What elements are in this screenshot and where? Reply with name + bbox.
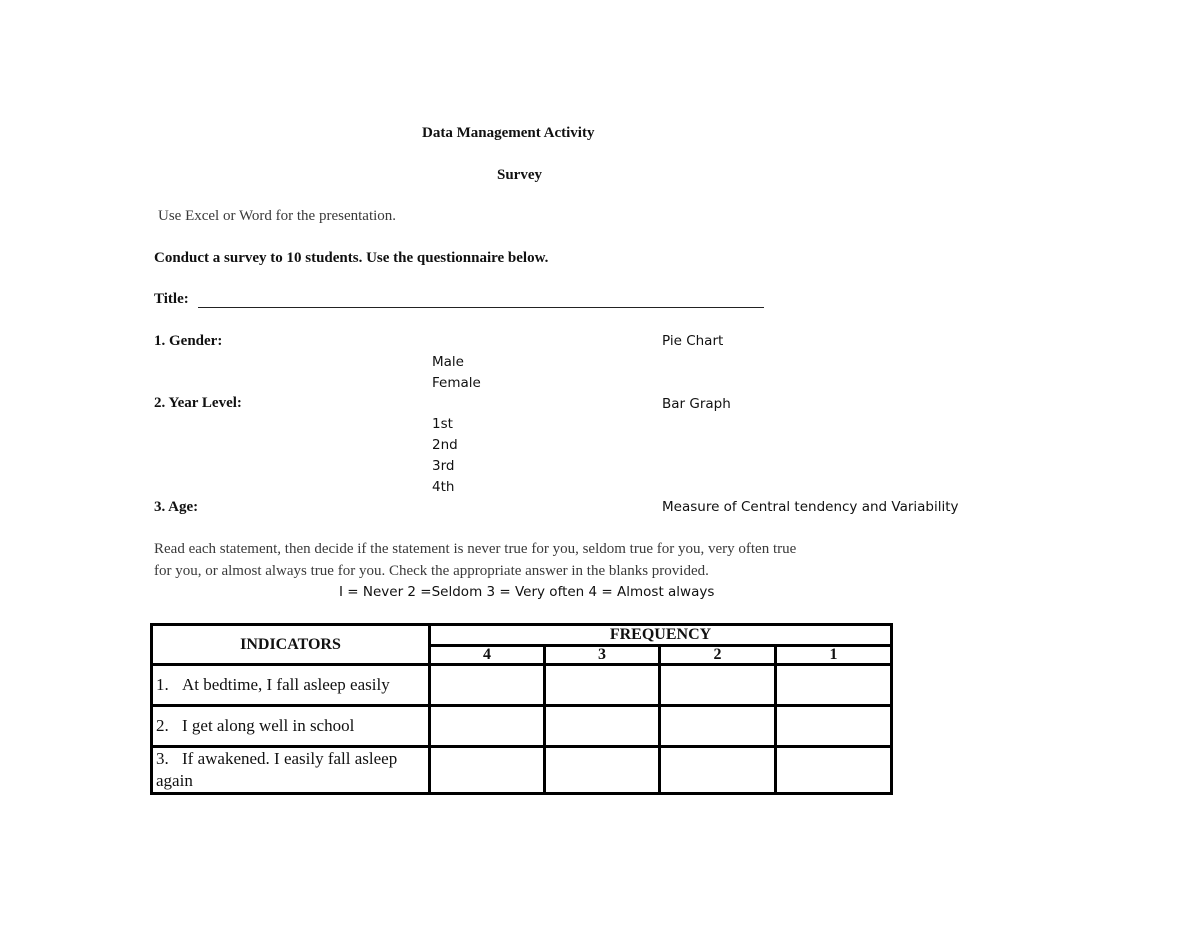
- indicator-text: If awakened. I easily fall asleep again: [156, 749, 398, 790]
- age-presentation: Measure of Central tendency and Variability: [662, 499, 959, 515]
- answer-cell-2[interactable]: [660, 706, 776, 747]
- frequency-column-1: 1: [776, 645, 892, 665]
- rating-scale-legend: I = Never 2 =Seldom 3 = Very often 4 = Almost always: [339, 584, 715, 600]
- table-row: [152, 665, 892, 706]
- indicator-cell: [152, 665, 430, 706]
- indicator-cell: [152, 706, 430, 747]
- answer-cell-4[interactable]: [430, 706, 545, 747]
- answer-cell-3[interactable]: [545, 665, 660, 706]
- answer-cell-3[interactable]: [545, 747, 660, 794]
- year-level-option: 3rd: [432, 458, 455, 474]
- indicator-cell: [152, 747, 430, 794]
- indicator-text: At bedtime, I fall asleep easily: [182, 675, 390, 694]
- question-age-label: 3. Age:: [154, 499, 199, 515]
- answer-cell-1[interactable]: [776, 747, 892, 794]
- answer-cell-3[interactable]: [545, 706, 660, 747]
- presentation-instruction: Use Excel or Word for the presentation.: [158, 208, 397, 224]
- reading-instruction-line-2: for you, or almost always true for you. Check the appropriate answer in the blanks provided.: [154, 563, 709, 579]
- year-level-option: 1st: [432, 416, 453, 432]
- gender-option: Female: [432, 375, 481, 391]
- question-gender-label: 1. Gender:: [154, 333, 223, 349]
- conduct-instruction: Conduct a survey to 10 students. Use the questionnaire below.: [154, 250, 549, 266]
- gender-option: Male: [432, 354, 464, 370]
- answer-cell-1[interactable]: [776, 665, 892, 706]
- frequency-header: FREQUENCY: [430, 625, 892, 646]
- indicator-number: 1.: [156, 675, 169, 694]
- title-label: Title:: [154, 291, 189, 307]
- indicators-header: INDICATORS: [152, 625, 430, 665]
- answer-cell-4[interactable]: [430, 747, 545, 794]
- title-blank-line: [198, 307, 764, 308]
- survey-table: [150, 623, 893, 795]
- table-row: [152, 747, 892, 794]
- answer-cell-1[interactable]: [776, 706, 892, 747]
- frequency-column-2: 2: [660, 645, 776, 665]
- year-level-option: 4th: [432, 479, 455, 495]
- indicator-number: 3.: [156, 749, 169, 768]
- page-title: Data Management Activity: [422, 125, 595, 141]
- indicator-text: I get along well in school: [182, 716, 355, 735]
- year-level-presentation: Bar Graph: [662, 396, 731, 412]
- answer-cell-2[interactable]: [660, 665, 776, 706]
- gender-presentation: Pie Chart: [662, 333, 724, 349]
- question-year-level-label: 2. Year Level:: [154, 395, 242, 411]
- indicator-number: 2.: [156, 716, 169, 735]
- reading-instruction-line-1: Read each statement, then decide if the statement is never true for you, seldom true for you, very often true: [154, 541, 797, 557]
- year-level-option: 2nd: [432, 437, 458, 453]
- frequency-column-4: 4: [430, 645, 545, 665]
- answer-cell-4[interactable]: [430, 665, 545, 706]
- page-subtitle: Survey: [497, 167, 542, 183]
- frequency-column-3: 3: [545, 645, 660, 665]
- table-row: [152, 706, 892, 747]
- answer-cell-2[interactable]: [660, 747, 776, 794]
